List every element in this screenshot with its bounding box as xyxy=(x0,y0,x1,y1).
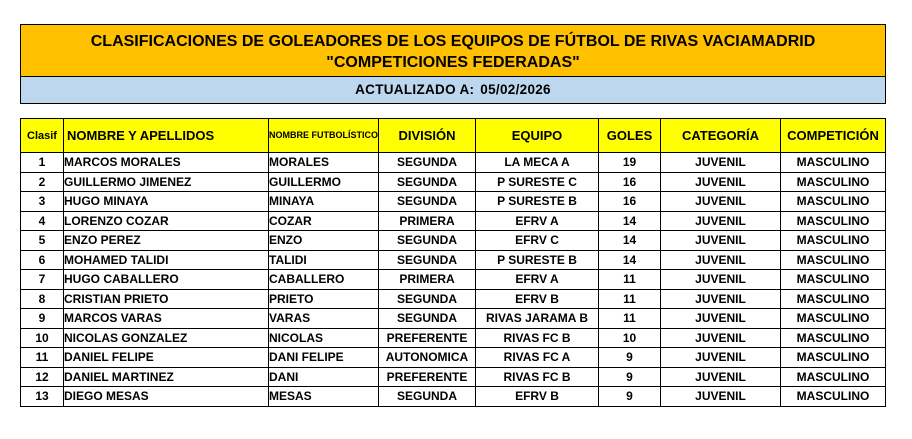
cell-clasif: 4 xyxy=(21,211,64,231)
cell-categoria: JUVENIL xyxy=(661,328,781,348)
col-header-categoria: CATEGORÍA xyxy=(661,119,781,153)
cell-equipo: RIVAS FC A xyxy=(476,348,599,368)
cell-nombre: DANIEL MARTINEZ xyxy=(64,367,269,387)
updated-bar xyxy=(21,77,885,103)
cell-division: SEGUNDA xyxy=(379,309,476,329)
cell-competicion: MASCULINO xyxy=(781,250,886,270)
col-header-nombre: NOMBRE Y APELLIDOS xyxy=(64,119,269,153)
col-header-goles: GOLES xyxy=(599,119,661,153)
table-row xyxy=(21,367,886,387)
cell-clasif: 3 xyxy=(21,192,64,212)
table-row xyxy=(21,250,886,270)
cell-division: AUTONOMICA xyxy=(379,348,476,368)
cell-equipo: P SURESTE B xyxy=(476,250,599,270)
cell-nombre-futbolistico: COZAR xyxy=(269,211,379,231)
table-header-row xyxy=(21,119,886,153)
cell-categoria: JUVENIL xyxy=(661,231,781,251)
cell-division: SEGUNDA xyxy=(379,231,476,251)
cell-competicion: MASCULINO xyxy=(781,328,886,348)
cell-nombre-futbolistico: DANI xyxy=(269,367,379,387)
cell-equipo: RIVAS JARAMA B xyxy=(476,309,599,329)
page-title xyxy=(21,25,885,77)
cell-goles: 11 xyxy=(599,289,661,309)
cell-categoria: JUVENIL xyxy=(661,309,781,329)
cell-division: PREFERENTE xyxy=(379,367,476,387)
cell-nombre-futbolistico: PRIETO xyxy=(269,289,379,309)
cell-goles: 16 xyxy=(599,192,661,212)
cell-goles: 16 xyxy=(599,172,661,192)
cell-nombre: DANIEL FELIPE xyxy=(64,348,269,368)
cell-clasif: 11 xyxy=(21,348,64,368)
cell-nombre-futbolistico: NICOLAS xyxy=(269,328,379,348)
cell-categoria: JUVENIL xyxy=(661,153,781,173)
cell-competicion: MASCULINO xyxy=(781,192,886,212)
cell-nombre: HUGO CABALLERO xyxy=(64,270,269,290)
title-line-2: "COMPETICIONES FEDERADAS" xyxy=(326,54,580,71)
cell-division: SEGUNDA xyxy=(379,172,476,192)
updated-date: 05/02/2026 xyxy=(480,82,551,97)
cell-nombre: ENZO PEREZ xyxy=(64,231,269,251)
cell-nombre-futbolistico: MORALES xyxy=(269,153,379,173)
table-row xyxy=(21,172,886,192)
cell-nombre-futbolistico: CABALLERO xyxy=(269,270,379,290)
cell-nombre-futbolistico: GUILLERMO xyxy=(269,172,379,192)
cell-goles: 11 xyxy=(599,270,661,290)
cell-clasif: 13 xyxy=(21,387,64,407)
cell-nombre: MOHAMED TALIDI xyxy=(64,250,269,270)
col-header-competicion: COMPETICIÓN xyxy=(781,119,886,153)
cell-equipo: EFRV B xyxy=(476,289,599,309)
cell-clasif: 8 xyxy=(21,289,64,309)
cell-equipo: P SURESTE C xyxy=(476,172,599,192)
cell-goles: 9 xyxy=(599,348,661,368)
cell-competicion: MASCULINO xyxy=(781,172,886,192)
cell-clasif: 12 xyxy=(21,367,64,387)
cell-categoria: JUVENIL xyxy=(661,387,781,407)
table-row xyxy=(21,231,886,251)
cell-equipo: EFRV C xyxy=(476,231,599,251)
cell-nombre-futbolistico: MESAS xyxy=(269,387,379,407)
table-row xyxy=(21,192,886,212)
cell-competicion: MASCULINO xyxy=(781,387,886,407)
col-header-division: DIVISIÓN xyxy=(379,119,476,153)
cell-nombre: DIEGO MESAS xyxy=(64,387,269,407)
cell-categoria: JUVENIL xyxy=(661,348,781,368)
cell-division: PRIMERA xyxy=(379,270,476,290)
cell-nombre: LORENZO COZAR xyxy=(64,211,269,231)
table-row xyxy=(21,348,886,368)
cell-categoria: JUVENIL xyxy=(661,270,781,290)
cell-competicion: MASCULINO xyxy=(781,309,886,329)
cell-equipo: RIVAS FC B xyxy=(476,367,599,387)
cell-nombre: NICOLAS GONZALEZ xyxy=(64,328,269,348)
cell-categoria: JUVENIL xyxy=(661,192,781,212)
cell-equipo: EFRV B xyxy=(476,387,599,407)
table-row xyxy=(21,153,886,173)
cell-nombre-futbolistico: MINAYA xyxy=(269,192,379,212)
col-header-equipo: EQUIPO xyxy=(476,119,599,153)
cell-nombre: MARCOS VARAS xyxy=(64,309,269,329)
table-row xyxy=(21,270,886,290)
col-header-nombre-futbolistico: NOMBRE FUTBOLÍSTICO xyxy=(269,119,379,153)
cell-nombre-futbolistico: DANI FELIPE xyxy=(269,348,379,368)
table-row xyxy=(21,309,886,329)
col-header-clasif: Clasif xyxy=(21,119,64,153)
table-row xyxy=(21,387,886,407)
cell-competicion: MASCULINO xyxy=(781,211,886,231)
header-banner xyxy=(20,24,886,104)
cell-division: SEGUNDA xyxy=(379,192,476,212)
table-body xyxy=(21,153,886,407)
cell-equipo: LA MECA A xyxy=(476,153,599,173)
cell-clasif: 9 xyxy=(21,309,64,329)
cell-competicion: MASCULINO xyxy=(781,348,886,368)
cell-nombre-futbolistico: VARAS xyxy=(269,309,379,329)
cell-goles: 10 xyxy=(599,328,661,348)
cell-goles: 14 xyxy=(599,211,661,231)
scorers-table xyxy=(20,118,886,407)
cell-goles: 9 xyxy=(599,387,661,407)
cell-division: PRIMERA xyxy=(379,211,476,231)
cell-division: SEGUNDA xyxy=(379,387,476,407)
cell-competicion: MASCULINO xyxy=(781,153,886,173)
cell-goles: 11 xyxy=(599,309,661,329)
table-row xyxy=(21,289,886,309)
cell-division: SEGUNDA xyxy=(379,153,476,173)
cell-clasif: 5 xyxy=(21,231,64,251)
cell-categoria: JUVENIL xyxy=(661,211,781,231)
cell-clasif: 1 xyxy=(21,153,64,173)
cell-competicion: MASCULINO xyxy=(781,367,886,387)
cell-competicion: MASCULINO xyxy=(781,270,886,290)
cell-competicion: MASCULINO xyxy=(781,231,886,251)
cell-clasif: 6 xyxy=(21,250,64,270)
cell-nombre: GUILLERMO JIMENEZ xyxy=(64,172,269,192)
cell-goles: 9 xyxy=(599,367,661,387)
cell-nombre: HUGO MINAYA xyxy=(64,192,269,212)
cell-division: PREFERENTE xyxy=(379,328,476,348)
cell-equipo: EFRV A xyxy=(476,211,599,231)
cell-clasif: 2 xyxy=(21,172,64,192)
cell-categoria: JUVENIL xyxy=(661,289,781,309)
cell-competicion: MASCULINO xyxy=(781,289,886,309)
cell-equipo: P SURESTE B xyxy=(476,192,599,212)
cell-categoria: JUVENIL xyxy=(661,172,781,192)
cell-nombre: CRISTIAN PRIETO xyxy=(64,289,269,309)
cell-clasif: 10 xyxy=(21,328,64,348)
cell-clasif: 7 xyxy=(21,270,64,290)
cell-division: SEGUNDA xyxy=(379,289,476,309)
title-line-1: CLASIFICACIONES DE GOLEADORES DE LOS EQUIPOS DE FÚTBOL DE RIVAS VACIAMADRID xyxy=(90,33,816,50)
cell-nombre: MARCOS MORALES xyxy=(64,153,269,173)
updated-label: ACTUALIZADO A: xyxy=(355,82,475,97)
cell-nombre-futbolistico: TALIDI xyxy=(269,250,379,270)
cell-nombre-futbolistico: ENZO xyxy=(269,231,379,251)
cell-goles: 14 xyxy=(599,231,661,251)
cell-equipo: EFRV A xyxy=(476,270,599,290)
cell-goles: 14 xyxy=(599,250,661,270)
table-row xyxy=(21,211,886,231)
cell-categoria: JUVENIL xyxy=(661,250,781,270)
cell-division: SEGUNDA xyxy=(379,250,476,270)
cell-categoria: JUVENIL xyxy=(661,367,781,387)
cell-goles: 19 xyxy=(599,153,661,173)
table-row xyxy=(21,328,886,348)
cell-equipo: RIVAS FC B xyxy=(476,328,599,348)
